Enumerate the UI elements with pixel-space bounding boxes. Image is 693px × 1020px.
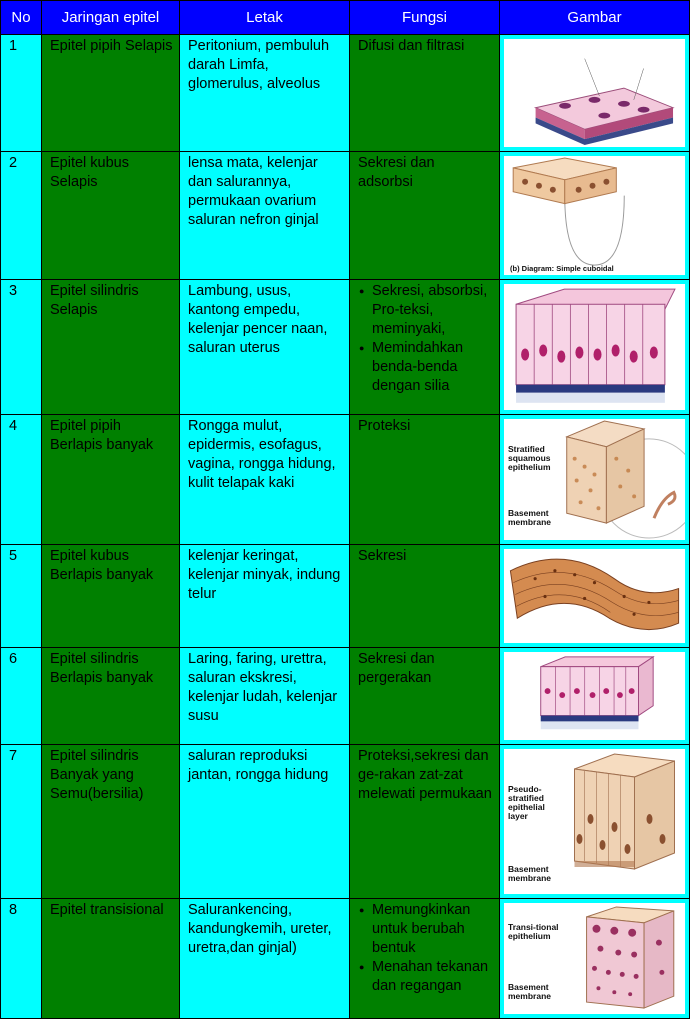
cell-fungsi: Proteksi [350, 415, 500, 545]
list-item: ● Sekresi, absorbsi, Pro-teksi, meminyaki, [372, 282, 493, 339]
header-row [1, 1, 690, 35]
cell-gambar [500, 745, 690, 899]
cell-no: 4 [1, 415, 42, 545]
cell-jaringan: Epitel kubus Berlapis banyak [42, 545, 180, 648]
table-row [1, 745, 690, 899]
cell-letak: saluran reproduksi jantan, rongga hidung [180, 745, 350, 899]
header-gambar: Gambar [500, 1, 690, 35]
cell-fungsi: Proteksi,sekresi dan ge-rakan zat-zat melewati permukaan [350, 745, 500, 899]
table-row [1, 152, 690, 280]
table-row [1, 415, 690, 545]
cell-jaringan: Epitel pipih Selapis [42, 35, 180, 152]
cell-jaringan: Epitel silindris Banyak yang Semu(bersilia) [42, 745, 180, 899]
cell-fungsi [350, 899, 500, 1019]
figure-label: Basement membrane [508, 508, 551, 527]
cell-jaringan: Epitel pipih Berlapis banyak [42, 415, 180, 545]
list-item: ● Memindahkan benda-benda dengan silia [372, 339, 493, 396]
cell-letak: kelenjar keringat, kelenjar minyak, indung telur [180, 545, 350, 648]
cell-jaringan: Epitel transisional [42, 899, 180, 1019]
header-letak: Letak [180, 1, 350, 35]
cell-gambar [500, 545, 690, 648]
cell-fungsi: Sekresi dan pergerakan [350, 648, 500, 745]
figure-caption: (b) Diagram: Simple cuboidal [510, 264, 614, 273]
figure-label: Basement membrane [508, 982, 551, 1001]
cell-no: 5 [1, 545, 42, 648]
header-fungsi: Fungsi [350, 1, 500, 35]
cell-no: 6 [1, 648, 42, 745]
cell-letak: Lambung, usus, kantong empedu, kelenjar pencer naan, saluran uterus [180, 280, 350, 415]
cell-no: 3 [1, 280, 42, 415]
cell-letak: Salurankencing, kandungkemih, ureter, uretra,dan ginjal) [180, 899, 350, 1019]
table-row [1, 545, 690, 648]
table-row [1, 899, 690, 1019]
cell-fungsi [350, 280, 500, 415]
cell-fungsi: Sekresi [350, 545, 500, 648]
simple-squamous-illustration [504, 39, 685, 147]
stratified-columnar-illustration [504, 652, 685, 740]
fungsi-list [358, 901, 493, 996]
list-item: ● Memungkinkan untuk berubah bentuk [372, 901, 493, 958]
cell-jaringan: Epitel silindris Berlapis banyak [42, 648, 180, 745]
header-no: No [1, 1, 42, 35]
simple-columnar-illustration [504, 284, 685, 410]
figure-label: Pseudo-stratified epithelial layer [508, 784, 545, 821]
list-item: ● Menahan tekanan dan regangan [372, 958, 493, 996]
cell-no: 8 [1, 899, 42, 1019]
fungsi-list [358, 282, 493, 396]
cell-gambar [500, 152, 690, 280]
cell-jaringan: Epitel silindris Selapis [42, 280, 180, 415]
figure-label: Transi-tional epithelium [508, 922, 559, 941]
cell-letak: lensa mata, kelenjar dan salurannya, permukaan ovarium saluran nefron ginjal [180, 152, 350, 280]
cell-gambar [500, 415, 690, 545]
header-jaringan: Jaringan epitel [42, 1, 180, 35]
table-row [1, 280, 690, 415]
transitional-illustration [504, 903, 685, 1014]
cell-fungsi: Sekresi dan adsorbsi [350, 152, 500, 280]
pseudostratified-illustration [504, 749, 685, 894]
table-row [1, 35, 690, 152]
cell-gambar [500, 35, 690, 152]
simple-cuboidal-illustration [504, 156, 685, 275]
cell-gambar [500, 280, 690, 415]
table-row [1, 648, 690, 745]
cell-letak: Laring, faring, urettra, saluran ekskresi, kelenjar ludah, kelenjar susu [180, 648, 350, 745]
cell-no: 7 [1, 745, 42, 899]
cell-fungsi: Difusi dan filtrasi [350, 35, 500, 152]
cell-gambar [500, 899, 690, 1019]
cell-letak: Rongga mulut, epidermis, esofagus, vagina, rongga hidung, kulit telapak kaki [180, 415, 350, 545]
cell-gambar [500, 648, 690, 745]
cell-jaringan: Epitel kubus Selapis [42, 152, 180, 280]
stratified-squamous-illustration [504, 419, 685, 540]
cell-no: 1 [1, 35, 42, 152]
cell-no: 2 [1, 152, 42, 280]
figure-label: Stratified squamous epithelium [508, 444, 551, 472]
cell-letak: Peritonium, pembuluh darah Limfa, glomerulus, alveolus [180, 35, 350, 152]
figure-label: Basement membrane [508, 864, 551, 883]
stratified-cuboidal-illustration [504, 549, 685, 643]
